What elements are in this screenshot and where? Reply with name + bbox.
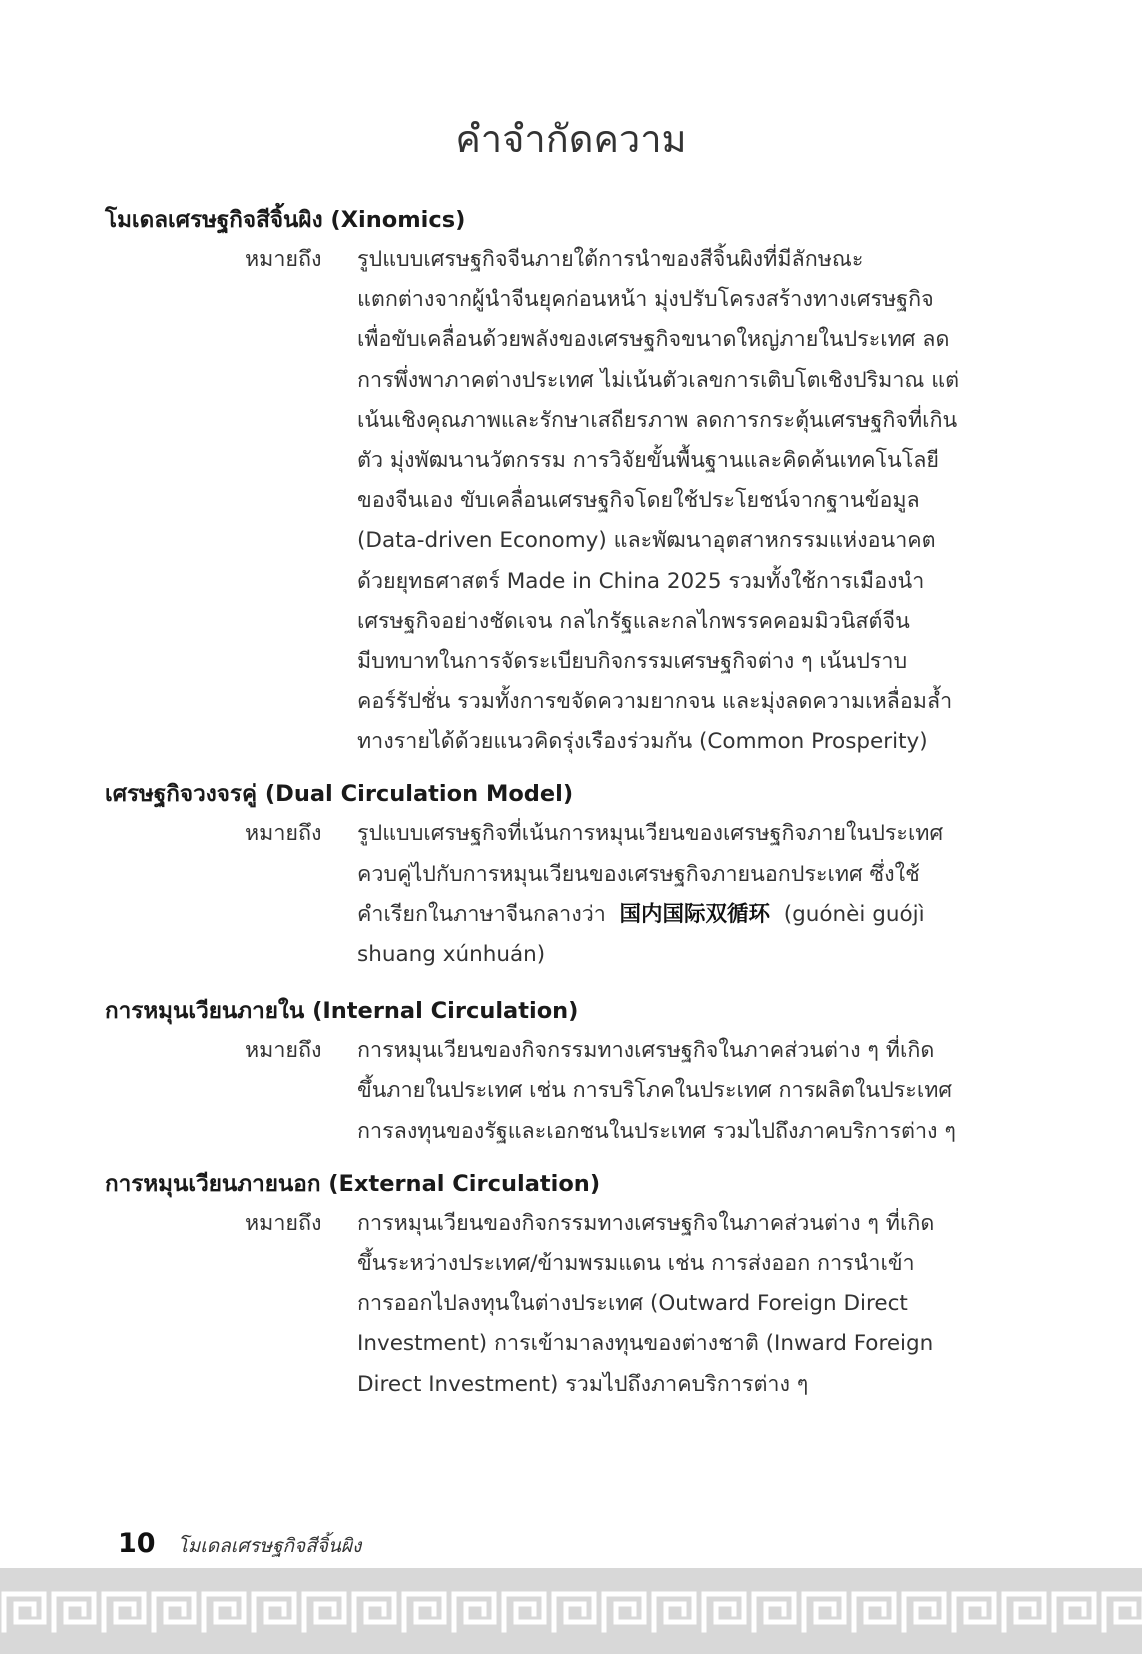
decorative-border-band [0, 1568, 1142, 1654]
definition-line: เน้นเชิงคุณภาพและรักษาเสถียรภาพ ลดการกระตุ้นเศรษฐกิจที่เกิน [357, 407, 958, 433]
definition-line: ขึ้นระหว่างประเทศ/ข้ามพรมแดน เช่น การส่งออก การนำเข้า [357, 1250, 915, 1276]
definition-line: รูปแบบเศรษฐกิจจีนภายใต้การนำของสีจิ้นผิงที่มีลักษณะ [357, 247, 864, 272]
definition-line: การออกไปลงทุนในต่างประเทศ (Outward Foreign Direct [357, 1291, 908, 1317]
fret-pattern-icon [0, 1568, 1142, 1654]
definition-line: การหมุนเวียนของกิจกรรมทางเศรษฐกิจในภาคส่วนต่าง ๆ ที่เกิด [357, 1210, 935, 1236]
definition-line: คอร์รัปชั่น รวมทั้งการขจัดความยากจน และมุ่งลดความเหลื่อมล้ำ [357, 689, 953, 715]
definition-line: ของจีนเอง ขับเคลื่อนเศรษฐกิจโดยใช้ประโยชน์จากฐานข้อมูล [357, 488, 920, 514]
definition-line-prefix: คำเรียกในภาษาจีนกลางว่า [357, 901, 606, 927]
definition-entry [105, 991, 990, 1152]
definition-line: ควบคู่ไปกับการหมุนเวียนของเศรษฐกิจภายนอกประเทศ ซึ่งใช้ [357, 861, 920, 887]
definition-line: แตกต่างจากผู้นำจีนยุคก่อนหน้า มุ่งปรับโครงสร้างทางเศรษฐกิจ [357, 287, 934, 313]
definition-entry [105, 1164, 990, 1405]
definition-text [357, 240, 989, 762]
running-title: โมเดลเศรษฐกิจสีจิ้นผิง [177, 1535, 362, 1557]
definition-line: รูปแบบเศรษฐกิจที่เน้นการหมุนเวียนของเศรษฐกิจภายในประเทศ [357, 821, 944, 847]
definition-entry [105, 200, 990, 762]
term-heading: โมเดลเศรษฐกิจสีจิ้นผิง (Xinomics) [105, 207, 466, 233]
definition-text [357, 1031, 989, 1152]
definition-line: การหมุนเวียนของกิจกรรมทางเศรษฐกิจในภาคส่วนต่าง ๆ ที่เกิด [357, 1038, 935, 1064]
term-heading: เศรษฐกิจวงจรคู่ (Dual Circulation Model) [105, 781, 574, 808]
definition-line: การลงทุนของรัฐและเอกชนในประเทศ รวมไปถึงภาคบริการต่าง ๆ [357, 1118, 956, 1144]
definition-line: ตัว มุ่งพัฒนานวัตกรรม การวิจัยขั้นพื้นฐานและคิดค้นเทคโนโลยี [357, 447, 940, 473]
definition-line: ทางรายได้ด้วยแนวคิดรุ่งเรืองร่วมกัน (Common Prosperity) [357, 729, 928, 755]
definition-line: ขึ้นภายในประเทศ เช่น การบริโภคในประเทศ การผลิตในประเทศ [357, 1078, 953, 1104]
chinese-term: 国内国际双循环 [619, 901, 771, 927]
definition-list [105, 200, 990, 1405]
definition-line: การพึ่งพาภาคต่างประเทศ ไม่เน้นตัวเลขการเติบโตเชิงปริมาณ แต่ [357, 367, 960, 393]
definition-line: ด้วยยุทธศาสตร์ Made in China 2025 รวมทั้งใช้การเมืองนำ [357, 568, 925, 594]
definition-text [357, 1204, 989, 1405]
meaning-label: หมายถึง [245, 1210, 322, 1236]
page-number: 10 [118, 1528, 156, 1559]
pinyin-start: (guónèi guójì [783, 901, 925, 927]
page-title: คำจำกัดความ [455, 117, 687, 161]
definition-line: เศรษฐกิจอย่างชัดเจน กลไกรัฐและกลไกพรรคคอมมิวนิสต์จีน [357, 608, 910, 634]
term-heading: การหมุนเวียนภายนอก (External Circulation) [105, 1170, 601, 1197]
definition-line: shuang xúnhuán) [357, 942, 546, 967]
meaning-label: หมายถึง [245, 247, 322, 272]
definition-line: มีบทบาทในการจัดระเบียบกิจกรรมเศรษฐกิจต่าง ๆ เน้นปราบ [357, 648, 908, 674]
definition-line [357, 895, 989, 935]
definition-line: (Data-driven Economy) และพัฒนาอุตสาหกรรมแห่งอนาคต [357, 528, 936, 554]
page-footer [118, 1528, 361, 1561]
meaning-label: หมายถึง [245, 821, 322, 847]
definition-line: Direct Investment) รวมไปถึงภาคบริการต่าง ๆ [357, 1371, 809, 1397]
definition-entry [105, 774, 990, 975]
meaning-label: หมายถึง [245, 1038, 322, 1064]
definition-text [357, 814, 989, 975]
term-heading: การหมุนเวียนภายใน (Internal Circulation) [105, 998, 579, 1025]
definition-line: Investment) การเข้ามาลงทุนของต่างชาติ (Inward Foreign [357, 1331, 934, 1357]
definition-line: เพื่อขับเคลื่อนด้วยพลังของเศรษฐกิจขนาดใหญ่ภายในประเทศ ลด [357, 327, 950, 353]
